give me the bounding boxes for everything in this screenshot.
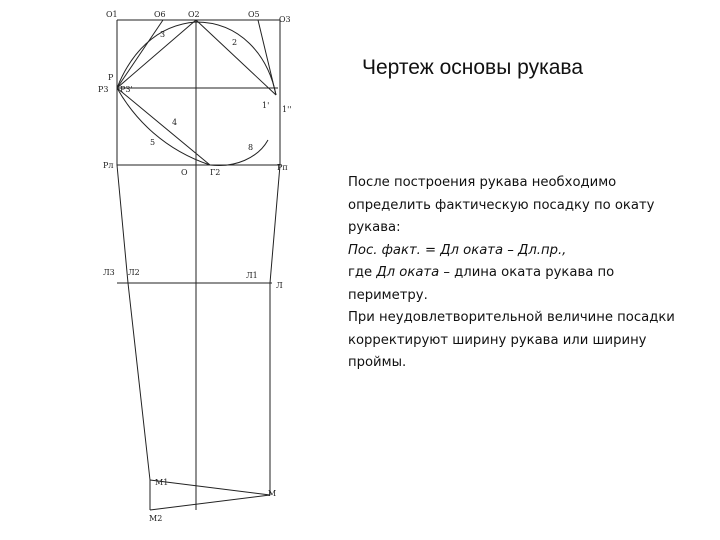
slide-title: Чертеж основы рукава bbox=[362, 56, 584, 79]
label-p3-prime: Р3' bbox=[120, 85, 133, 94]
label-l1: Л1 bbox=[246, 271, 258, 280]
body-line-3 bbox=[348, 262, 693, 307]
label-1-prime: 1' bbox=[262, 101, 270, 110]
label-1-dprime: 1'' bbox=[282, 105, 292, 114]
label-o1: О1 bbox=[106, 10, 118, 19]
body-line-4: При неудовлетворительной величине посадки корректируют ширину рукава или ширину проймы. bbox=[348, 310, 675, 370]
label-pp: Рп bbox=[277, 163, 288, 172]
label-l: Л bbox=[276, 281, 283, 290]
label-o2: О2 bbox=[188, 10, 200, 19]
sleeve-left-side bbox=[117, 165, 150, 480]
aux-o2-r bbox=[196, 20, 276, 95]
sleeve-right-side bbox=[270, 165, 280, 495]
body-line-3-prefix: где bbox=[348, 265, 377, 280]
label-o3: О3 bbox=[279, 15, 291, 24]
body-line-1: После построения рукава необходимо определить фактическую посадку по окату рукава: bbox=[348, 175, 655, 235]
label-o: О bbox=[181, 168, 188, 177]
body-formula: Пос. факт. = Дл оката – Дл.пр., bbox=[348, 242, 567, 258]
label-l3: Л3 bbox=[103, 268, 115, 277]
label-o5: О5 bbox=[248, 10, 260, 19]
label-l2: Л2 bbox=[128, 268, 140, 277]
label-p3: Р3 bbox=[98, 85, 109, 94]
label-m2: М2 bbox=[149, 514, 163, 523]
label-o6: О6 bbox=[154, 10, 166, 19]
slide-body bbox=[348, 172, 693, 375]
label-p: Р bbox=[108, 73, 114, 82]
body-line-3-rest: – длина оката рукава по периметру. bbox=[348, 265, 615, 303]
label-m1: М1 bbox=[155, 478, 169, 487]
label-5: 5 bbox=[150, 138, 156, 147]
label-pl: Рл bbox=[103, 161, 114, 170]
bottom-slant bbox=[150, 495, 270, 510]
label-2: 2 bbox=[232, 38, 238, 47]
sleeve-drawing bbox=[90, 5, 305, 535]
sleeve-cap-back bbox=[117, 88, 268, 166]
sleeve-pattern-svg bbox=[90, 5, 305, 535]
label-4: 4 bbox=[172, 118, 178, 127]
label-8: 8 bbox=[248, 143, 254, 152]
label-g2: Г2 bbox=[210, 168, 221, 177]
body-line-3-term: Дл оката bbox=[376, 265, 440, 280]
label-3: 3 bbox=[160, 30, 166, 39]
label-m: М bbox=[268, 489, 277, 498]
